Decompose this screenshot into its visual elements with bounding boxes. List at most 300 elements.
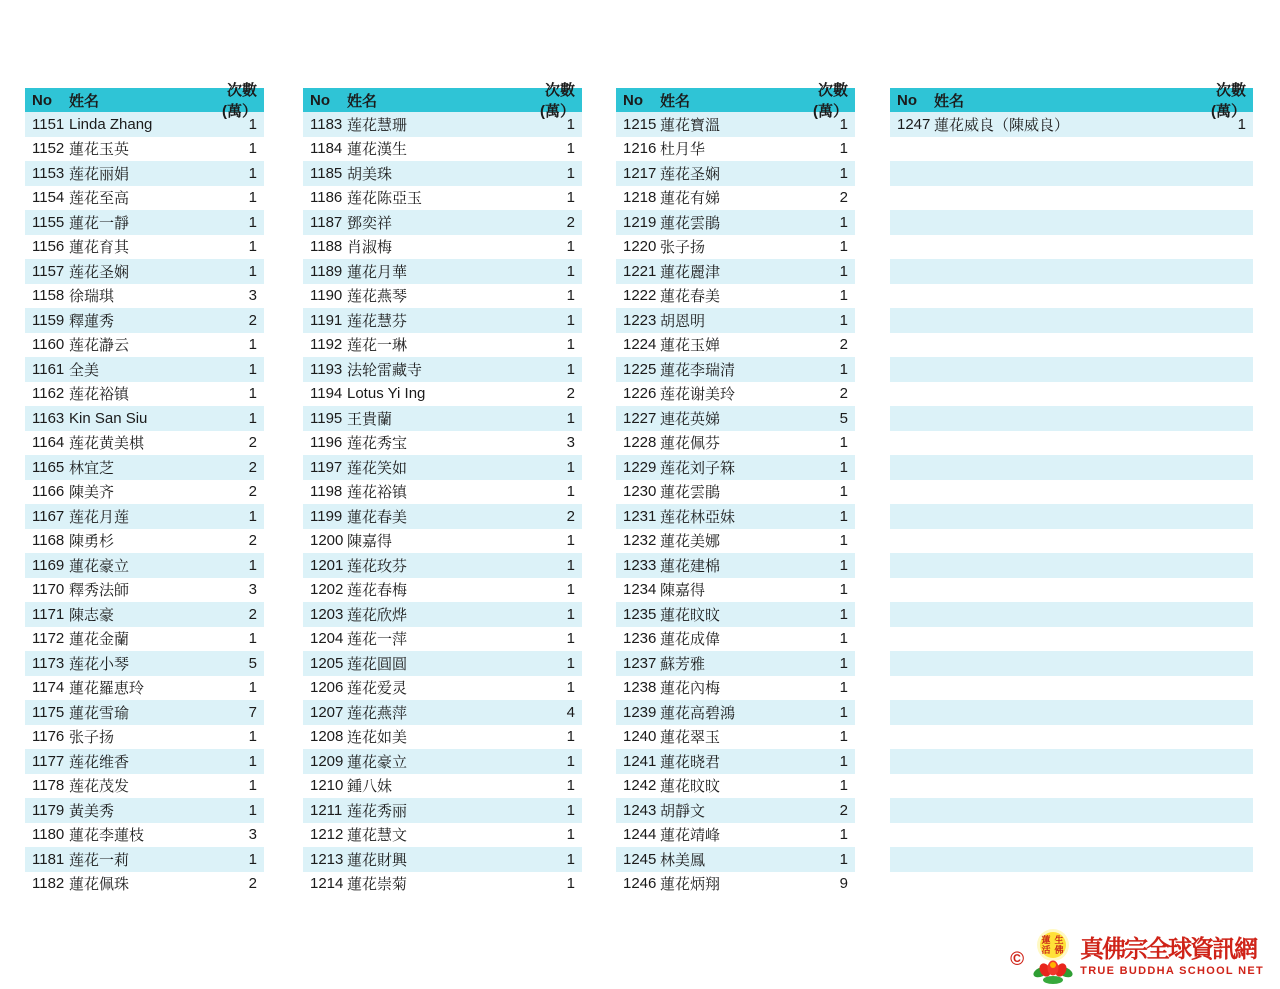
row-name: 连花如美 — [347, 729, 408, 747]
row-name: 莲花月莲 — [69, 508, 130, 526]
row-number: 1215 — [623, 115, 657, 133]
row-name: 鄧奕祥 — [347, 214, 393, 232]
row-count: 1 — [839, 311, 848, 329]
row-number: 1223 — [623, 311, 657, 329]
table-row — [25, 284, 264, 309]
col-header-no: No — [32, 91, 52, 109]
row-name: 法轮雷藏寺 — [347, 361, 423, 379]
row-name: 鍾八妹 — [347, 778, 393, 796]
table-row — [890, 749, 1253, 774]
row-count: 1 — [839, 238, 848, 256]
row-number: 1219 — [623, 213, 657, 231]
row-count: 1 — [248, 777, 257, 795]
table-row — [890, 112, 1253, 137]
row-name: 莲花茂发 — [69, 778, 130, 796]
row-number: 1201 — [310, 556, 344, 574]
row-count: 1 — [566, 752, 575, 770]
row-name: 蓮花成偉 — [660, 631, 721, 649]
copyright-icon: © — [1010, 948, 1025, 970]
row-name: 蓮花靖峰 — [660, 827, 721, 845]
table-row — [25, 602, 264, 627]
table-row — [890, 847, 1253, 872]
table-row — [25, 504, 264, 529]
row-count: 2 — [248, 875, 257, 893]
row-number: 1200 — [310, 532, 344, 550]
table-row — [890, 480, 1253, 505]
row-name: 蓮花晓君 — [660, 753, 721, 771]
row-name: Kin San Siu — [69, 409, 148, 427]
table-row — [25, 333, 264, 358]
row-number: 1239 — [623, 703, 657, 721]
table-row — [616, 529, 855, 554]
row-number: 1161 — [32, 360, 65, 378]
row-number: 1152 — [32, 140, 65, 158]
table-row — [25, 847, 264, 872]
row-number: 1184 — [310, 140, 343, 158]
row-name: 蓮花崇菊 — [347, 876, 408, 894]
table-row — [303, 382, 582, 407]
row-count: 3 — [248, 581, 257, 599]
row-count: 1 — [566, 458, 575, 476]
table-row — [616, 651, 855, 676]
col-header-name: 姓名 — [934, 92, 965, 110]
row-count: 9 — [839, 875, 848, 893]
row-number: 1208 — [310, 728, 344, 746]
row-count: 1 — [839, 262, 848, 280]
row-number: 1210 — [310, 777, 344, 795]
row-number: 1206 — [310, 679, 344, 697]
row-name: 蓮花春美 — [660, 288, 721, 306]
row-number: 1216 — [623, 140, 657, 158]
table-row — [25, 382, 264, 407]
table-row — [890, 357, 1253, 382]
row-number: 1194 — [310, 385, 343, 403]
row-name: 莲花玫芬 — [347, 557, 408, 575]
table-row — [25, 798, 264, 823]
row-name: 莲花圣娴 — [69, 263, 130, 281]
row-name: 蓮花財興 — [347, 851, 408, 869]
row-number: 1176 — [32, 728, 65, 746]
row-number: 1186 — [310, 189, 343, 207]
row-number: 1171 — [32, 605, 65, 623]
row-name: 莲花燕萍 — [347, 704, 408, 722]
row-count: 1 — [839, 605, 848, 623]
table-row — [616, 161, 855, 186]
row-name: 蓮花翠玉 — [660, 729, 721, 747]
row-name: 陳嘉得 — [660, 582, 706, 600]
row-name: 蓮花內梅 — [660, 680, 721, 698]
row-name: 蓮花麗津 — [660, 263, 721, 281]
table-row — [616, 627, 855, 652]
table-row — [303, 725, 582, 750]
row-number: 1178 — [32, 777, 65, 795]
row-number: 1157 — [32, 262, 65, 280]
row-count: 1 — [839, 556, 848, 574]
row-count: 2 — [839, 336, 848, 354]
row-number: 1167 — [32, 507, 65, 525]
row-count: 1 — [566, 875, 575, 893]
row-name: 莲花小琴 — [69, 655, 130, 673]
row-number: 1213 — [310, 850, 344, 868]
table-row — [616, 406, 855, 431]
table-row — [890, 210, 1253, 235]
table-row — [303, 774, 582, 799]
row-name: 陳美齐 — [69, 484, 115, 502]
table-row — [25, 553, 264, 578]
row-name: 莲花慧珊 — [347, 116, 408, 134]
table-row — [303, 847, 582, 872]
table-row — [616, 357, 855, 382]
row-count: 1 — [248, 630, 257, 648]
table-row — [890, 186, 1253, 211]
row-count: 1 — [566, 311, 575, 329]
lotus-emblem-icon — [1033, 928, 1073, 986]
table-row — [890, 235, 1253, 260]
row-count: 1 — [566, 556, 575, 574]
row-count: 1 — [566, 801, 575, 819]
row-name: 莲花黄美棋 — [69, 435, 145, 453]
row-number: 1233 — [623, 556, 657, 574]
row-number: 1156 — [32, 238, 65, 256]
col-header-name: 姓名 — [347, 92, 378, 110]
row-number: 1162 — [32, 385, 65, 403]
table-row — [25, 529, 264, 554]
row-number: 1231 — [623, 507, 657, 525]
row-count: 1 — [566, 262, 575, 280]
table-row — [25, 186, 264, 211]
row-count: 1 — [839, 458, 848, 476]
table-row — [890, 651, 1253, 676]
row-number: 1180 — [32, 826, 65, 844]
row-number: 1236 — [623, 630, 657, 648]
table-row — [25, 357, 264, 382]
site-title: 真佛宗全球資訊網 — [1080, 937, 1257, 964]
row-count: 1 — [566, 409, 575, 427]
col-header-name: 姓名 — [69, 92, 100, 110]
row-name: 蓮花玉英 — [69, 141, 130, 159]
row-number: 1185 — [310, 164, 343, 182]
table-row — [616, 578, 855, 603]
row-number: 1153 — [32, 164, 65, 182]
row-name: 蓮花玉婵 — [660, 337, 721, 355]
row-name: 王貴蘭 — [347, 410, 393, 428]
table-row — [890, 259, 1253, 284]
svg-text:生: 生 — [1054, 935, 1064, 945]
row-count: 1 — [248, 140, 257, 158]
row-name: 杜月华 — [660, 141, 706, 159]
row-name: 莲花慧芬 — [347, 312, 408, 330]
row-number: 1172 — [32, 630, 65, 648]
row-name: 莲花林亞妹 — [660, 508, 736, 526]
row-count: 2 — [248, 605, 257, 623]
row-name: 莲花秀宝 — [347, 435, 408, 453]
row-name: Lotus Yi Ing — [347, 385, 426, 403]
table-row — [303, 749, 582, 774]
table-row — [616, 504, 855, 529]
row-count: 1 — [566, 581, 575, 599]
row-name: 陳嘉得 — [347, 533, 393, 551]
site-subtitle: TRUE BUDDHA SCHOOL NET — [1080, 964, 1264, 977]
row-name: 莲花谢美玲 — [660, 386, 736, 404]
row-name: 蓮花建棉 — [660, 557, 721, 575]
table-row — [616, 455, 855, 480]
row-name: 釋蓮秀 — [69, 312, 115, 330]
table-row — [303, 700, 582, 725]
table-header — [25, 82, 264, 120]
row-number: 1170 — [32, 581, 65, 599]
row-number: 1218 — [623, 189, 657, 207]
row-name: 蓮花旼旼 — [660, 606, 721, 624]
row-name: 蓮花高碧鴻 — [660, 704, 736, 722]
table-row — [616, 480, 855, 505]
row-count: 1 — [248, 679, 257, 697]
row-count: 1 — [248, 752, 257, 770]
row-count: 1 — [566, 483, 575, 501]
col-header-no: No — [310, 91, 330, 109]
row-count: 1 — [1237, 115, 1246, 133]
table-row — [890, 504, 1253, 529]
row-name: 徐瑞琪 — [69, 288, 115, 306]
row-count: 1 — [566, 140, 575, 158]
col-header-name: 姓名 — [660, 92, 691, 110]
table-row — [616, 749, 855, 774]
table-row — [616, 823, 855, 848]
table-row — [616, 259, 855, 284]
row-number: 1212 — [310, 826, 344, 844]
row-name: 莲花裕镇 — [69, 386, 130, 404]
table-row — [303, 798, 582, 823]
table-row — [616, 431, 855, 456]
row-count: 1 — [839, 654, 848, 672]
table-row — [303, 651, 582, 676]
table-row — [303, 529, 582, 554]
row-number: 1183 — [310, 115, 343, 133]
svg-text:佛: 佛 — [1054, 945, 1064, 955]
row-number: 1181 — [32, 850, 65, 868]
table-row — [303, 161, 582, 186]
row-number: 1169 — [32, 556, 65, 574]
row-number: 1207 — [310, 703, 344, 721]
row-count: 1 — [566, 164, 575, 182]
table-row — [890, 725, 1253, 750]
row-number: 1243 — [623, 801, 657, 819]
row-count: 3 — [248, 287, 257, 305]
row-name: 蓮花佩芬 — [660, 435, 721, 453]
row-count: 1 — [839, 581, 848, 599]
row-count: 1 — [248, 336, 257, 354]
row-count: 1 — [566, 287, 575, 305]
row-count: 1 — [248, 728, 257, 746]
row-number: 1151 — [32, 115, 65, 133]
row-number: 1191 — [310, 311, 343, 329]
table-row — [616, 774, 855, 799]
row-number: 1196 — [310, 434, 343, 452]
table-rows — [616, 112, 855, 896]
table-row — [25, 872, 264, 897]
table-row — [303, 480, 582, 505]
svg-text:蓮: 蓮 — [1041, 935, 1051, 945]
table-row — [303, 553, 582, 578]
row-number: 1211 — [310, 801, 343, 819]
row-number: 1240 — [623, 728, 657, 746]
row-count: 1 — [566, 605, 575, 623]
row-number: 1188 — [310, 238, 343, 256]
row-count: 1 — [839, 483, 848, 501]
row-name: 莲花燕琴 — [347, 288, 408, 306]
row-count: 1 — [839, 360, 848, 378]
row-count: 1 — [566, 679, 575, 697]
table-rows — [890, 112, 1253, 872]
row-count: 1 — [839, 287, 848, 305]
row-count: 1 — [566, 850, 575, 868]
row-count: 1 — [566, 336, 575, 354]
row-name: 蓮花有娣 — [660, 190, 721, 208]
row-number: 1222 — [623, 287, 657, 305]
row-count: 1 — [248, 238, 257, 256]
row-name: 蓮花李瑞清 — [660, 361, 736, 379]
footer-logo — [1010, 928, 1264, 986]
table-row — [25, 676, 264, 701]
row-number: 1198 — [310, 483, 343, 501]
row-number: 1230 — [623, 483, 657, 501]
row-name: 蓮花慧文 — [347, 827, 408, 845]
row-number: 1217 — [623, 164, 657, 182]
row-name: 张子扬 — [69, 729, 115, 747]
row-count: 1 — [248, 409, 257, 427]
donor-table-1 — [25, 82, 264, 896]
row-name: 全美 — [69, 361, 100, 379]
row-number: 1175 — [32, 703, 65, 721]
table-row — [303, 431, 582, 456]
row-count: 1 — [839, 752, 848, 770]
row-number: 1214 — [310, 875, 344, 893]
row-count: 1 — [839, 728, 848, 746]
row-count: 2 — [248, 483, 257, 501]
row-number: 1234 — [623, 581, 657, 599]
row-number: 1168 — [32, 532, 65, 550]
row-number: 1235 — [623, 605, 657, 623]
table-row — [616, 700, 855, 725]
row-number: 1189 — [310, 262, 343, 280]
row-name: Linda Zhang — [69, 115, 153, 133]
donor-table-2 — [303, 82, 582, 896]
table-row — [303, 872, 582, 897]
row-count: 1 — [566, 360, 575, 378]
table-row — [616, 112, 855, 137]
table-row — [616, 872, 855, 897]
row-number: 1238 — [623, 679, 657, 697]
row-name: 胡靜文 — [660, 802, 706, 820]
row-name: 莲花丽娟 — [69, 165, 130, 183]
table-row — [303, 235, 582, 260]
table-row — [616, 333, 855, 358]
row-number: 1241 — [623, 752, 657, 770]
row-name: 莲花裕镇 — [347, 484, 408, 502]
row-name: 釋秀法師 — [69, 582, 130, 600]
table-row — [303, 504, 582, 529]
table-row — [616, 553, 855, 578]
table-row — [25, 137, 264, 162]
row-count: 4 — [566, 703, 575, 721]
row-count: 5 — [248, 654, 257, 672]
row-name: 蓮花李蓮枝 — [69, 827, 145, 845]
table-row — [303, 602, 582, 627]
row-name: 蓮花漢生 — [347, 141, 408, 159]
table-row — [303, 455, 582, 480]
table-row — [616, 602, 855, 627]
row-count: 1 — [248, 556, 257, 574]
row-count: 1 — [839, 679, 848, 697]
table-row — [616, 284, 855, 309]
row-count: 5 — [839, 409, 848, 427]
row-count: 1 — [248, 189, 257, 207]
table-row — [25, 749, 264, 774]
row-name: 莲花一琳 — [347, 337, 408, 355]
row-name: 莲花瀞云 — [69, 337, 130, 355]
table-row — [25, 725, 264, 750]
row-number: 1242 — [623, 777, 657, 795]
row-name: 莲花一萍 — [347, 631, 408, 649]
row-name: 蓮花美娜 — [660, 533, 721, 551]
row-number: 1203 — [310, 605, 344, 623]
donor-table-3 — [616, 82, 855, 896]
row-name: 莲花陈亞玉 — [347, 190, 423, 208]
row-count: 2 — [248, 434, 257, 452]
row-number: 1166 — [32, 483, 65, 501]
row-number: 1187 — [310, 213, 343, 231]
row-count: 1 — [839, 826, 848, 844]
row-number: 1226 — [623, 385, 657, 403]
row-name: 胡恩明 — [660, 312, 706, 330]
row-number: 1202 — [310, 581, 344, 599]
row-count: 1 — [248, 115, 257, 133]
table-rows — [25, 112, 264, 896]
table-row — [616, 382, 855, 407]
row-count: 1 — [566, 630, 575, 648]
row-count: 1 — [566, 728, 575, 746]
table-row — [890, 627, 1253, 652]
table-row — [616, 725, 855, 750]
row-count: 1 — [566, 777, 575, 795]
table-row — [890, 406, 1253, 431]
row-count: 1 — [248, 850, 257, 868]
table-row — [25, 210, 264, 235]
table-row — [303, 357, 582, 382]
row-count: 1 — [839, 777, 848, 795]
table-row — [616, 137, 855, 162]
row-name: 蓮花春美 — [347, 508, 408, 526]
table-row — [25, 651, 264, 676]
row-name: 莲花笑如 — [347, 459, 408, 477]
row-number: 1154 — [32, 189, 65, 207]
row-name: 莲花欣烨 — [347, 606, 408, 624]
row-number: 1246 — [623, 875, 657, 893]
table-row — [25, 235, 264, 260]
row-count: 2 — [248, 458, 257, 476]
table-row — [25, 823, 264, 848]
table-row — [303, 578, 582, 603]
table-row — [303, 284, 582, 309]
row-number: 1220 — [623, 238, 657, 256]
table-row — [303, 210, 582, 235]
row-number: 1195 — [310, 409, 343, 427]
row-count: 1 — [839, 703, 848, 721]
row-number: 1190 — [310, 287, 343, 305]
row-name: 林宜芝 — [69, 459, 115, 477]
table-row — [890, 308, 1253, 333]
row-number: 1205 — [310, 654, 344, 672]
row-count: 2 — [839, 189, 848, 207]
